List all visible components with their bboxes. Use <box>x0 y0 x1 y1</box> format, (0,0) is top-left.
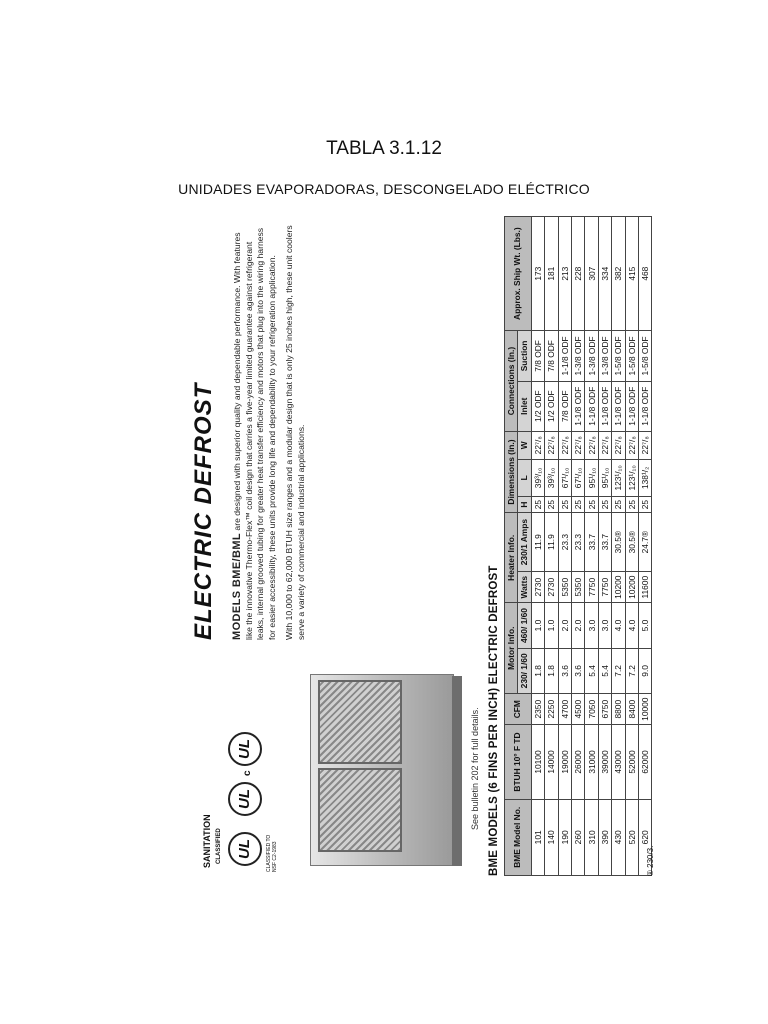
table-cell: 1-3/8 ODF <box>598 331 611 381</box>
table-cell: 23.3 <box>571 513 584 572</box>
table-cell: 22⁷/₈ <box>571 431 584 459</box>
table-cell: 1-1/8 ODF <box>638 381 651 431</box>
table-cell: 1-5/8 ODF <box>625 331 638 381</box>
fan-guard-right <box>318 680 402 764</box>
table-cell: 22⁷/₈ <box>531 431 544 459</box>
table-cell: 4.0 <box>612 603 625 648</box>
table-cell: 26000 <box>571 725 584 799</box>
unit-cooler-photo <box>288 666 466 876</box>
table-cell: 7/8 ODF <box>558 381 571 431</box>
table-cell: 1-3/8 ODF <box>571 331 584 381</box>
canada-c-mark: c <box>242 770 253 776</box>
table-row <box>625 217 638 876</box>
group-heater: Heater Info. <box>505 513 518 603</box>
table-cell: 307 <box>585 217 598 331</box>
table-cell: 33.7 <box>585 513 598 572</box>
table-cell: 22⁷/₈ <box>625 431 638 459</box>
fan-guard-left <box>318 768 402 852</box>
table-cell: 2730 <box>545 572 558 603</box>
table-cell: 2.0 <box>571 603 584 648</box>
cul-listed-logo: UL <box>228 732 262 766</box>
table-cell: 11.9 <box>531 513 544 572</box>
table-cell: 5.4 <box>598 648 611 693</box>
table-cell: 62000 <box>638 725 651 799</box>
table-cell: 7/8 ODF <box>545 331 558 381</box>
table-cell: 25 <box>571 497 584 513</box>
table-cell: 10100 <box>531 725 544 799</box>
description-paragraph-2: With 10,000 to 62,000 BTUH size ranges and a modular design that is only 25 inches high, these unit coolers serve a variety of commercial and industrial applications. <box>284 225 306 640</box>
ul-sanitation-logo: UL <box>228 832 262 866</box>
table-cell: 310 <box>585 799 598 875</box>
group-motor: Motor Info. <box>505 603 518 694</box>
table-cell: 3.6 <box>558 648 571 693</box>
table-cell: 181 <box>545 217 558 331</box>
table-cell: 1-1/8 ODF <box>558 331 571 381</box>
table-cell: 1-1/8 ODF <box>612 381 625 431</box>
table-cell: 25 <box>625 497 638 513</box>
table-cell: 3.0 <box>585 603 598 648</box>
table-cell: 24.7® <box>638 513 651 572</box>
table-cell: 382 <box>612 217 625 331</box>
classified-label: CLASSIFIED <box>216 828 222 864</box>
table-cell: 25 <box>585 497 598 513</box>
table-cell: 620 <box>638 799 651 875</box>
table-cell: 39³/₁₀ <box>545 459 558 496</box>
group-dimensions: Dimensions (In.) <box>505 431 518 512</box>
table-cell: 7750 <box>598 572 611 603</box>
table-cell: 2350 <box>531 694 544 725</box>
ul-listed-logo: UL <box>228 782 262 816</box>
table-cell: 2250 <box>545 694 558 725</box>
table-cell: 30.5® <box>625 513 638 572</box>
table-cell: 5350 <box>558 572 571 603</box>
table-cell: 23.3 <box>558 513 571 572</box>
table-row <box>585 217 598 876</box>
col-suction: Suction <box>518 331 531 381</box>
table-cell: 3.6 <box>571 648 584 693</box>
table-cell: 8400 <box>625 694 638 725</box>
col-ship-weight: Approx. Ship Wt. (Lbs.) <box>505 217 532 331</box>
table-cell: 123¹/₁₀ <box>625 459 638 496</box>
table-cell: 1/2 ODF <box>545 381 558 431</box>
table-cell: 140 <box>545 799 558 875</box>
table-cell: 1-1/8 ODF <box>585 381 598 431</box>
table-cell: 7/8 ODF <box>531 331 544 381</box>
col-motor-230: 230/ 1/60 <box>518 648 531 693</box>
table-cell: 95¹/₁₀ <box>598 459 611 496</box>
table-row <box>612 217 625 876</box>
sanitation-label: SANITATION <box>202 814 212 868</box>
table-cell: 11600 <box>638 572 651 603</box>
table-row <box>558 217 571 876</box>
table-cell: 468 <box>638 217 651 331</box>
spec-table <box>504 216 652 876</box>
table-cell: 2730 <box>531 572 544 603</box>
table-cell: 415 <box>625 217 638 331</box>
table-cell: 67¹/₁₀ <box>571 459 584 496</box>
table-cell: 22⁷/₈ <box>545 431 558 459</box>
models-heading: MODELS BME/BML <box>231 532 243 640</box>
table-cell: 7.2 <box>612 648 625 693</box>
table-row <box>638 217 651 876</box>
table-cell: 1-3/8 ODF <box>585 331 598 381</box>
table-cell: 25 <box>558 497 571 513</box>
table-cell: 22⁷/₈ <box>585 431 598 459</box>
table-cell: 95¹/₁₀ <box>585 459 598 496</box>
table-row <box>571 217 584 876</box>
table-cell: 2.0 <box>558 603 571 648</box>
table-cell: 1-5/8 ODF <box>612 331 625 381</box>
table-cell: 390 <box>598 799 611 875</box>
product-description <box>232 220 313 640</box>
table-cell: 6750 <box>598 694 611 725</box>
table-cell: 3.0 <box>598 603 611 648</box>
table-cell: 10200 <box>612 572 625 603</box>
table-title: BME MODELS (6 FINS PER INCH) ELECTRIC DEFROST <box>488 565 500 876</box>
table-cell: 7750 <box>585 572 598 603</box>
classified-note: CLASSIFIED TO NSF C2-1983 <box>266 834 278 872</box>
table-cell: 260 <box>571 799 584 875</box>
table-cell: 190 <box>558 799 571 875</box>
table-cell: 123¹/₁₀ <box>612 459 625 496</box>
table-cell: 8800 <box>612 694 625 725</box>
table-cell: 52000 <box>625 725 638 799</box>
table-cell: 228 <box>571 217 584 331</box>
table-cell: 1.0 <box>545 603 558 648</box>
col-cfm: CFM <box>505 694 532 725</box>
table-cell: 22⁷/₈ <box>598 431 611 459</box>
table-cell: 19000 <box>558 725 571 799</box>
table-cell: 30.5® <box>612 513 625 572</box>
col-h: H <box>518 497 531 513</box>
table-cell: 430 <box>612 799 625 875</box>
table-cell: 67¹/₁₀ <box>558 459 571 496</box>
table-cell: 9.0 <box>638 648 651 693</box>
table-cell: 1-1/8 ODF <box>598 381 611 431</box>
page-title: TABLA 3.1.12 <box>326 138 442 159</box>
table-cell: 31000 <box>585 725 598 799</box>
table-cell: 5350 <box>571 572 584 603</box>
table-cell: 1-1/8 ODF <box>625 381 638 431</box>
table-cell: 39³/₁₀ <box>531 459 544 496</box>
table-cell: 4500 <box>571 694 584 725</box>
table-cell: 334 <box>598 217 611 331</box>
table-cell: 173 <box>531 217 544 331</box>
table-cell: 14000 <box>545 725 558 799</box>
col-watts: Watts <box>518 572 531 603</box>
table-cell: 25 <box>612 497 625 513</box>
col-motor-460: 460/ 1/60 <box>518 603 531 648</box>
table-cell: 7.2 <box>625 648 638 693</box>
table-cell: 25 <box>531 497 544 513</box>
scanned-catalog-page <box>180 210 660 890</box>
table-cell: 1-5/8 ODF <box>638 331 651 381</box>
table-row <box>531 217 544 876</box>
table-cell: 4700 <box>558 694 571 725</box>
brand-heading: ELECTRIC DEFROST <box>190 382 217 640</box>
table-cell: 7050 <box>585 694 598 725</box>
table-cell: 101 <box>531 799 544 875</box>
table-cell: 22⁷/₈ <box>612 431 625 459</box>
spec-table-body <box>531 217 652 876</box>
table-cell: 4.0 <box>625 603 638 648</box>
cooler-base <box>452 676 462 866</box>
col-w: W <box>518 431 531 459</box>
table-cell: 22⁷/₈ <box>638 431 651 459</box>
description-paragraph-1: are designed with superior quality and dependable performance. With features like the innovative Thermo-Flex™ coil design that carries a five-year limited guarantee against refrigerant leaks, internal grooved tubing for greater heat transfer efficiency and motors that plug into the wiring harness for easier accessibility, these units provide long life and dependability to your refrigeration application. <box>232 227 277 640</box>
table-cell: 39000 <box>598 725 611 799</box>
table-cell: 1.0 <box>531 603 544 648</box>
table-cell: 22⁷/₈ <box>558 431 571 459</box>
table-cell: 1.8 <box>531 648 544 693</box>
table-cell: 43000 <box>612 725 625 799</box>
table-footnote: ® 230/3. <box>646 845 655 876</box>
table-cell: 1.8 <box>545 648 558 693</box>
table-cell: 1-1/8 ODF <box>571 381 584 431</box>
group-connections: Connections (In.) <box>505 331 518 432</box>
rotated-content <box>180 210 660 890</box>
table-row <box>598 217 611 876</box>
table-cell: 520 <box>625 799 638 875</box>
table-cell: 11.9 <box>545 513 558 572</box>
table-cell: 138¹/₂ <box>638 459 651 496</box>
table-cell: 10000 <box>638 694 651 725</box>
col-btuh: BTUH 10° F TD <box>505 725 532 799</box>
table-row <box>545 217 558 876</box>
table-cell: 213 <box>558 217 571 331</box>
table-cell: 33.7 <box>598 513 611 572</box>
table-cell: 1/2 ODF <box>531 381 544 431</box>
col-l: L <box>518 459 531 496</box>
col-model: BME Model No. <box>505 799 532 875</box>
bulletin-note: See bulletin 202 for full details. <box>470 707 480 830</box>
page-subtitle: UNIDADES EVAPORADORAS, DESCONGELADO ELÉCTRICO <box>178 181 590 197</box>
table-cell: 25 <box>638 497 651 513</box>
table-cell: 5.0 <box>638 603 651 648</box>
col-inlet: Inlet <box>518 381 531 431</box>
table-cell: 10200 <box>625 572 638 603</box>
table-cell: 25 <box>545 497 558 513</box>
table-cell: 5.4 <box>585 648 598 693</box>
table-cell: 25 <box>598 497 611 513</box>
col-amps: 230/1 Amps <box>518 513 531 572</box>
